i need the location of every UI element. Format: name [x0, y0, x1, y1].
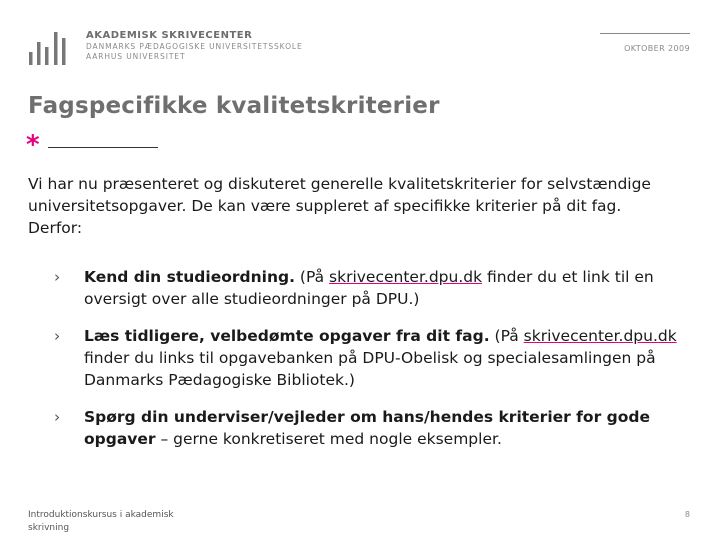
title-divider — [48, 147, 158, 148]
bullet-marker-icon: › — [54, 408, 61, 426]
org-line-2: DANMARKS PÆDAGOGISKE UNIVERSITETSSKOLE — [86, 42, 303, 51]
organization-block — [86, 30, 303, 62]
bullet-marker-icon: › — [54, 268, 61, 286]
bullet-heading: Kend din studieordning. — [84, 268, 295, 286]
slide-title: Fagspecifikke kvalitetskriterier — [28, 93, 440, 119]
intro-paragraph: Vi har nu præsenteret og diskuteret generelle kvalitetskriterier for selvstændige universitetsopgaver. De kan være suppleret af specifikke kriterier på dit fag. Derfor: — [28, 175, 651, 237]
org-line-3: AARHUS UNIVERSITET — [86, 52, 186, 61]
bullet-text: finder du et link til en oversigt over alle studieordninger på DPU.) — [84, 268, 654, 308]
au-logo-icon — [28, 30, 68, 66]
bullet-marker-icon: › — [54, 327, 61, 345]
bullet-list — [52, 266, 692, 465]
bullet-text: – gerne konkretiseret med nogle eksempler. — [155, 430, 502, 448]
footer-text: Introduktionskursus i akademisk skrivning — [28, 510, 174, 533]
bullet-text: finder du links til opgavebanken på DPU-Obelisk og specialesamlingen på Danmarks Pædagogiske Bibliotek.) — [84, 349, 656, 389]
bullet-heading: Læs tidligere, velbedømte opgaver fra dit fag. — [84, 327, 490, 345]
bullet-heading: Spørg din underviser/vejleder om hans/hendes kriterier for gode opgaver — [84, 408, 650, 448]
asterisk-icon: * — [26, 130, 40, 160]
bullet-text: (På — [489, 327, 524, 345]
bullet-item — [52, 406, 692, 450]
header-divider — [600, 33, 690, 34]
header-date: OKTOBER 2009 — [624, 44, 690, 53]
bullet-item — [52, 325, 692, 391]
bullet-link[interactable]: skrivecenter.dpu.dk — [329, 268, 483, 286]
org-name: AKADEMISK SKRIVECENTER — [86, 30, 253, 41]
page-number: 8 — [684, 510, 690, 519]
bullet-link[interactable]: skrivecenter.dpu.dk — [523, 327, 677, 345]
bullet-item — [52, 266, 692, 310]
bullet-text: (På — [294, 268, 330, 286]
